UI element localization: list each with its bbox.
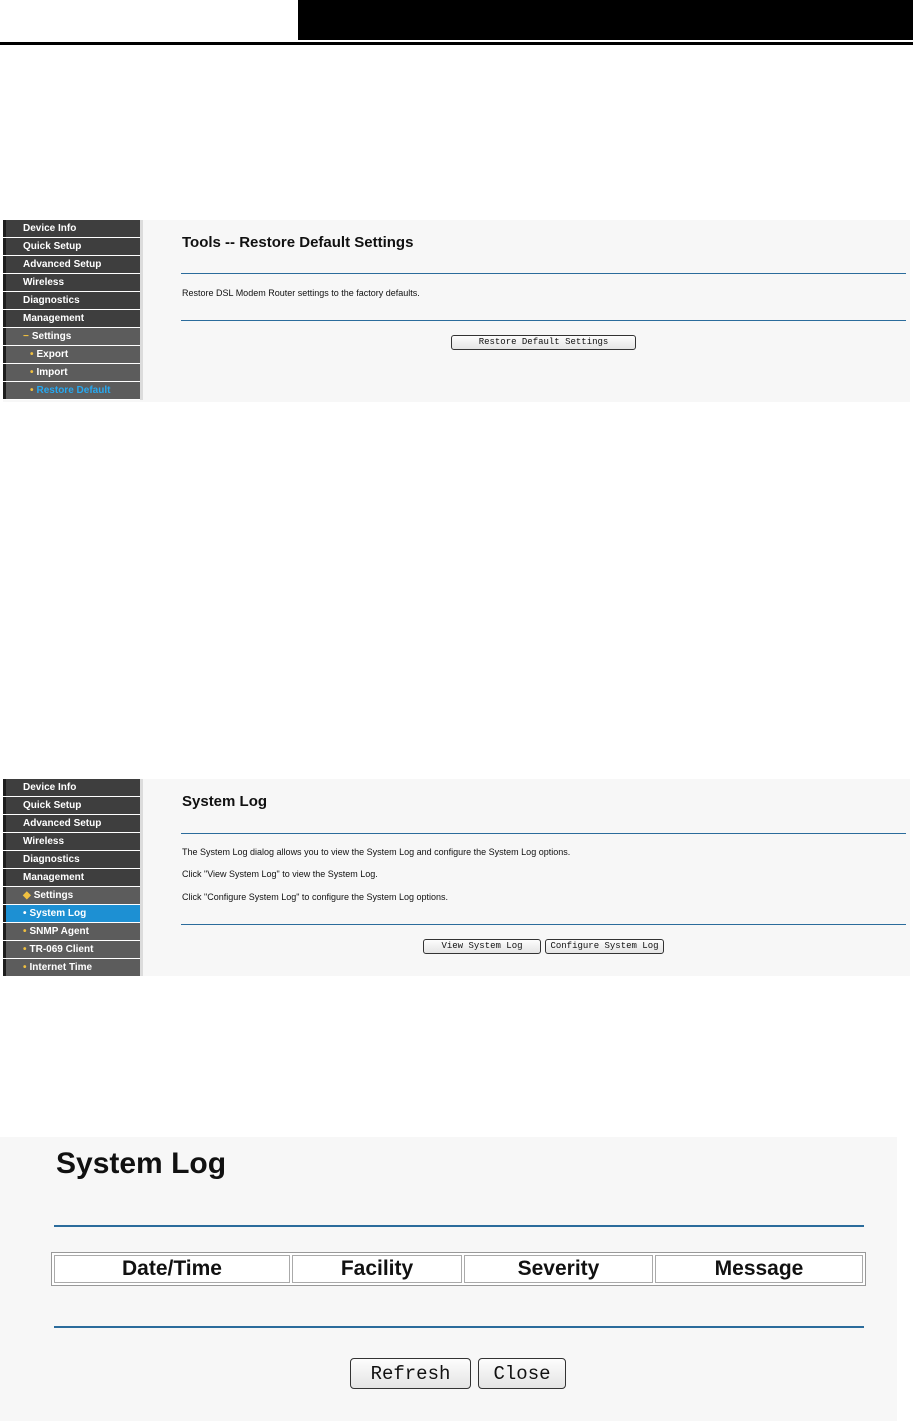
menu-item-wireless[interactable]: Wireless: [3, 274, 140, 291]
column-header-date-time: Date/Time: [54, 1255, 290, 1283]
sidebar-menu: [3, 779, 143, 976]
description-line-1: The System Log dialog allows you to view the System Log and configure the System Log options.: [182, 847, 571, 857]
menu-item-system-log[interactable]: • System Log: [3, 905, 140, 922]
menu-item-device-info[interactable]: Device Info: [3, 779, 140, 796]
configure-system-log-button[interactable]: Configure System Log: [545, 939, 664, 954]
log-view-title: System Log: [56, 1147, 227, 1180]
divider: [181, 273, 906, 274]
column-header-severity: Severity: [464, 1255, 653, 1283]
menu-item-management[interactable]: Management: [3, 869, 140, 886]
bullet-icon: •: [30, 367, 34, 378]
system-log-viewer-screenshot: [0, 1137, 897, 1421]
page-title: Tools -- Restore Default Settings: [182, 234, 414, 251]
log-table: [51, 1252, 866, 1286]
description-text: Restore DSL Modem Router settings to the factory defaults.: [182, 288, 420, 298]
close-button[interactable]: Close: [478, 1358, 566, 1389]
restore-default-settings-button[interactable]: Restore Default Settings: [451, 335, 636, 350]
menu-item-advanced-setup[interactable]: Advanced Setup: [3, 815, 140, 832]
page-header-bar: [298, 0, 913, 40]
view-system-log-button[interactable]: View System Log: [423, 939, 541, 954]
minus-icon: −: [23, 331, 29, 342]
menu-item-import[interactable]: • Import: [3, 364, 140, 381]
menu-item-snmp-agent[interactable]: • SNMP Agent: [3, 923, 140, 940]
restore-default-screenshot: [3, 220, 910, 402]
page-header-rule: [0, 42, 913, 45]
divider: [181, 320, 906, 321]
column-header-message: Message: [655, 1255, 863, 1283]
menu-item-tr069-client[interactable]: • TR-069 Client: [3, 941, 140, 958]
menu-item-settings[interactable]: ◆ Settings: [3, 887, 140, 904]
menu-item-restore-default[interactable]: • Restore Default: [3, 382, 140, 399]
bullet-icon: •: [23, 926, 27, 937]
divider: [181, 833, 906, 834]
menu-item-advanced-setup[interactable]: Advanced Setup: [3, 256, 140, 273]
bullet-icon: •: [23, 908, 27, 919]
refresh-button[interactable]: Refresh: [350, 1358, 471, 1389]
diamond-icon: ◆: [23, 890, 31, 901]
page-title: System Log: [182, 793, 268, 810]
menu-item-settings[interactable]: − Settings: [3, 328, 140, 345]
bullet-icon: •: [23, 944, 27, 955]
menu-item-wireless[interactable]: Wireless: [3, 833, 140, 850]
menu-item-export[interactable]: • Export: [3, 346, 140, 363]
column-header-facility: Facility: [292, 1255, 462, 1283]
menu-item-device-info[interactable]: Device Info: [3, 220, 140, 237]
menu-item-quick-setup[interactable]: Quick Setup: [3, 797, 140, 814]
divider: [54, 1225, 864, 1227]
system-log-screenshot: [3, 779, 910, 976]
bullet-icon: •: [30, 385, 34, 396]
menu-item-management[interactable]: Management: [3, 310, 140, 327]
divider: [54, 1326, 864, 1328]
divider: [181, 924, 906, 925]
sidebar-menu: [3, 220, 143, 400]
table-header-row: [54, 1255, 863, 1283]
menu-item-quick-setup[interactable]: Quick Setup: [3, 238, 140, 255]
bullet-icon: •: [30, 349, 34, 360]
description-line-3: Click "Configure System Log" to configure the System Log options.: [182, 892, 449, 902]
menu-item-diagnostics[interactable]: Diagnostics: [3, 851, 140, 868]
description-line-2: Click "View System Log" to view the System Log.: [182, 869, 378, 879]
bullet-icon: •: [23, 962, 27, 973]
menu-item-internet-time[interactable]: • Internet Time: [3, 959, 140, 976]
menu-item-diagnostics[interactable]: Diagnostics: [3, 292, 140, 309]
